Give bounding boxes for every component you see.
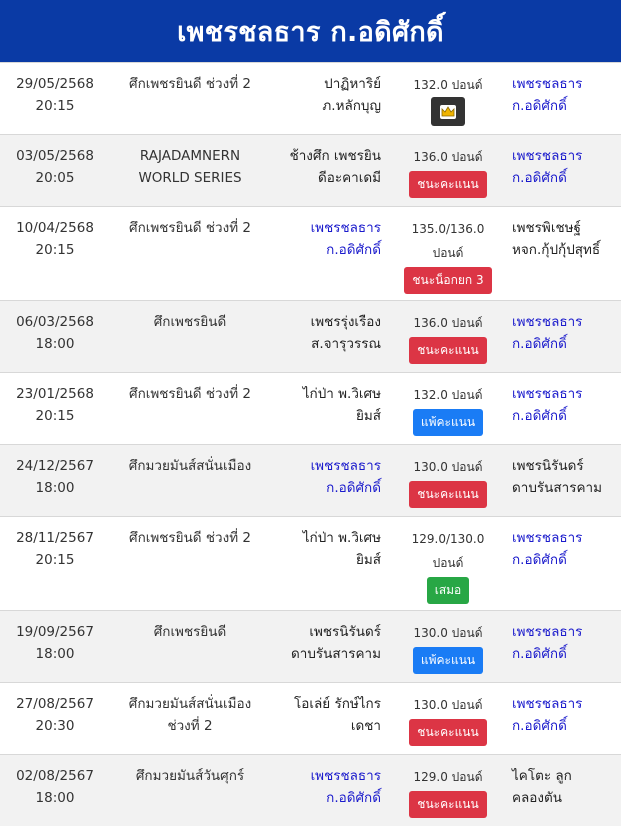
- result-badge-loss: แพ้คะแนน: [413, 647, 483, 674]
- time-text: 18:00: [35, 480, 75, 496]
- fighter-right-camp: ก.อดิศักดิ์: [512, 98, 567, 114]
- time-text: 20:30: [35, 718, 75, 734]
- fighter-right-name: เพชรชลธาร: [512, 696, 583, 712]
- weight-text: 129.0 ปอนด์: [413, 770, 483, 784]
- fighter-right-name: เพชรพิเชษฐ์: [512, 220, 581, 236]
- fighter-left-name: เพชรชลธาร: [310, 458, 381, 474]
- result-cell: [398, 527, 498, 604]
- weight-text: 135.0/136.0 ปอนด์: [411, 222, 485, 260]
- result-cell: [398, 383, 498, 436]
- fighter-left[interactable]: [251, 311, 381, 355]
- fighter-right-camp: ก.อดิศักดิ์: [512, 552, 567, 568]
- event-name: ศึกเพชรยินดี: [153, 624, 227, 640]
- fighter-left[interactable]: [251, 383, 381, 427]
- time-text: 20:15: [35, 408, 75, 424]
- event-name: RAJADAMNERN WORLD SERIES: [138, 148, 242, 186]
- date-text: 10/04/2568: [16, 220, 94, 236]
- time-text: 18:00: [35, 790, 75, 806]
- fight-date: [0, 455, 110, 499]
- date-text: 02/08/2567: [16, 768, 94, 784]
- fight-date: [0, 765, 110, 809]
- time-text: 20:15: [35, 552, 75, 568]
- event-name: ศึกเพชรยินดี ช่วงที่ 2: [129, 76, 251, 92]
- time-text: 18:00: [35, 646, 75, 662]
- time-text: 18:00: [35, 336, 75, 352]
- date-text: 27/08/2567: [16, 696, 94, 712]
- fighter-left-camp: ดาบรันสารคาม: [291, 646, 381, 662]
- fight-date: [0, 311, 110, 355]
- fight-row: [0, 754, 621, 826]
- result-badge-win: ชนะคะแนน: [409, 337, 486, 364]
- fighter-right-camp: ก.อดิศักดิ์: [512, 408, 567, 424]
- fighter-left-name: เพชรชลธาร: [310, 768, 381, 784]
- date-text: 29/05/2568: [16, 76, 94, 92]
- result-badge-win: ชนะคะแนน: [409, 791, 486, 818]
- weight-text: 130.0 ปอนด์: [413, 460, 483, 474]
- fighter-right-camp: ก.อดิศักดิ์: [512, 718, 567, 734]
- result-badge-win: ชนะคะแนน: [409, 171, 486, 198]
- fighter-right-camp: หจก.กุ้ปกุ้ปสุทธิ์: [512, 242, 601, 258]
- weight-text: 130.0 ปอนด์: [413, 626, 483, 640]
- result-cell: [398, 73, 498, 127]
- fighter-left-camp: ยิมส์: [355, 408, 381, 424]
- event-name: ศึกเพชรยินดี ช่วงที่ 2: [129, 220, 251, 236]
- fighter-left-name: โอเล่ย์ รักษ์ไกร: [294, 696, 381, 712]
- date-text: 03/05/2568: [16, 148, 94, 164]
- result-cell: [398, 145, 498, 198]
- fight-date: [0, 73, 110, 117]
- fighter-right-name: เพชรชลธาร: [512, 148, 583, 164]
- fighter-right-camp: ก.อดิศักดิ์: [512, 336, 567, 352]
- fighter-right[interactable]: [512, 455, 621, 499]
- fighter-right[interactable]: [512, 765, 621, 809]
- fighter-right[interactable]: [512, 383, 621, 427]
- fighter-right-camp: คลองตัน: [512, 790, 562, 806]
- fighter-right-name: ไคโตะ ลูก: [512, 768, 572, 784]
- fighter-left[interactable]: [251, 217, 381, 261]
- fighter-left-name: เพชรชลธาร: [310, 220, 381, 236]
- weight-text: 132.0 ปอนด์: [413, 388, 483, 402]
- fight-date: [0, 383, 110, 427]
- result-cell: [398, 621, 498, 674]
- fight-date: [0, 217, 110, 261]
- fighter-right[interactable]: [512, 693, 621, 737]
- fight-row: [0, 610, 621, 682]
- time-text: 20:15: [35, 98, 75, 114]
- event-name: ศึกเพชรยินดี ช่วงที่ 2: [129, 386, 251, 402]
- date-text: 06/03/2568: [16, 314, 94, 330]
- fight-date: [0, 145, 110, 189]
- fighter-right-name: เพชรชลธาร: [512, 530, 583, 546]
- result-badge-loss: แพ้คะแนน: [413, 409, 483, 436]
- event-name: ศึกมวยมันส์สนั่นเมือง ช่วงที่ 2: [128, 696, 252, 734]
- fighter-left-camp: ก.อดิศักดิ์: [326, 480, 381, 496]
- fighter-right[interactable]: [512, 145, 621, 189]
- event-name: ศึกเพชรยินดี ช่วงที่ 2: [129, 530, 251, 546]
- fighter-left-name: ไก่ป่า พ.วิเศษ: [302, 530, 381, 546]
- result-badge-draw: เสมอ: [427, 577, 470, 604]
- fight-row: [0, 682, 621, 754]
- fighter-left-name: ช้างศึก เพชรยิน: [289, 148, 381, 164]
- event-name: ศึกเพชรยินดี: [153, 314, 227, 330]
- result-cell: [398, 765, 498, 818]
- fighter-right-name: เพชรชลธาร: [512, 624, 583, 640]
- fighter-left-camp: ยิมส์: [355, 552, 381, 568]
- fighter-right[interactable]: [512, 621, 621, 665]
- fighter-right[interactable]: [512, 311, 621, 355]
- fighter-left-name: เพชรนิรันดร์: [309, 624, 381, 640]
- crown-icon: [431, 97, 465, 126]
- fighter-right[interactable]: [512, 217, 621, 261]
- fighter-right-camp: ดาบรันสารคาม: [512, 480, 602, 496]
- fighter-right-name: เพชรชลธาร: [512, 386, 583, 402]
- fighter-right-camp: ก.อดิศักดิ์: [512, 646, 567, 662]
- result-cell: [398, 217, 498, 294]
- fighter-left[interactable]: [251, 621, 381, 665]
- date-text: 19/09/2567: [16, 624, 94, 640]
- fighter-right[interactable]: [512, 73, 621, 117]
- weight-text: 129.0/130.0 ปอนด์: [411, 532, 485, 570]
- result-badge-win: ชนะน็อกยก 3: [404, 267, 491, 294]
- fighter-left-camp: ภ.หลักบุญ: [322, 98, 381, 114]
- fighter-left-camp: เดชา: [350, 718, 381, 734]
- fight-row: [0, 206, 621, 300]
- fighter-left-camp: ก.อดิศักดิ์: [326, 242, 381, 258]
- fighter-right-name: เพชรชลธาร: [512, 314, 583, 330]
- result-badge-win: ชนะคะแนน: [409, 481, 486, 508]
- fight-date: [0, 527, 110, 571]
- fighter-left-camp: ก.อดิศักดิ์: [326, 790, 381, 806]
- weight-text: 132.0 ปอนด์: [413, 78, 483, 92]
- fighter-left[interactable]: [251, 765, 381, 809]
- fighter-right-name: เพชรชลธาร: [512, 76, 583, 92]
- fight-date: [0, 693, 110, 737]
- fight-date: [0, 621, 110, 665]
- time-text: 20:05: [35, 170, 75, 186]
- event-name: ศึกมวยมันส์สนั่นเมือง: [128, 458, 252, 474]
- result-badge-win: ชนะคะแนน: [409, 719, 486, 746]
- time-text: 20:15: [35, 242, 75, 258]
- date-text: 28/11/2567: [16, 530, 94, 546]
- result-cell: [398, 311, 498, 364]
- fighter-left-camp: ส.จารุวรรณ: [311, 336, 381, 352]
- fighter-left[interactable]: [251, 455, 381, 499]
- date-text: 24/12/2567: [16, 458, 94, 474]
- event-name: ศึกมวยมันส์วันศุกร์: [135, 768, 245, 784]
- result-cell: [398, 693, 498, 746]
- fighter-left-name: เพชรรุ่งเรือง: [310, 314, 381, 330]
- fighter-right[interactable]: [512, 527, 621, 571]
- fight-row: [0, 62, 621, 134]
- fight-row: [0, 444, 621, 516]
- fighter-left[interactable]: [251, 693, 381, 737]
- fight-row: [0, 300, 621, 372]
- weight-text: 136.0 ปอนด์: [413, 316, 483, 330]
- page-title: [0, 0, 621, 62]
- fighter-left-name: ปาฏิหาริย์: [324, 76, 381, 92]
- date-text: 23/01/2568: [16, 386, 94, 402]
- weight-text: 136.0 ปอนด์: [413, 150, 483, 164]
- fighter-left[interactable]: [251, 73, 381, 117]
- fighter-right-camp: ก.อดิศักดิ์: [512, 170, 567, 186]
- fight-row: [0, 134, 621, 206]
- result-cell: [398, 455, 498, 508]
- fighter-left[interactable]: [251, 145, 381, 189]
- page-title-text: เพชรชลธาร ก.อดิศักดิ์: [177, 16, 444, 48]
- fighter-left-name: ไก่ป่า พ.วิเศษ: [302, 386, 381, 402]
- fighter-left-camp: ดีอะคาเดมี: [317, 170, 381, 186]
- weight-text: 130.0 ปอนด์: [413, 698, 483, 712]
- fighter-left[interactable]: [251, 527, 381, 571]
- fighter-right-name: เพชรนิรันดร์: [512, 458, 584, 474]
- fight-row: [0, 372, 621, 444]
- fight-row: [0, 516, 621, 610]
